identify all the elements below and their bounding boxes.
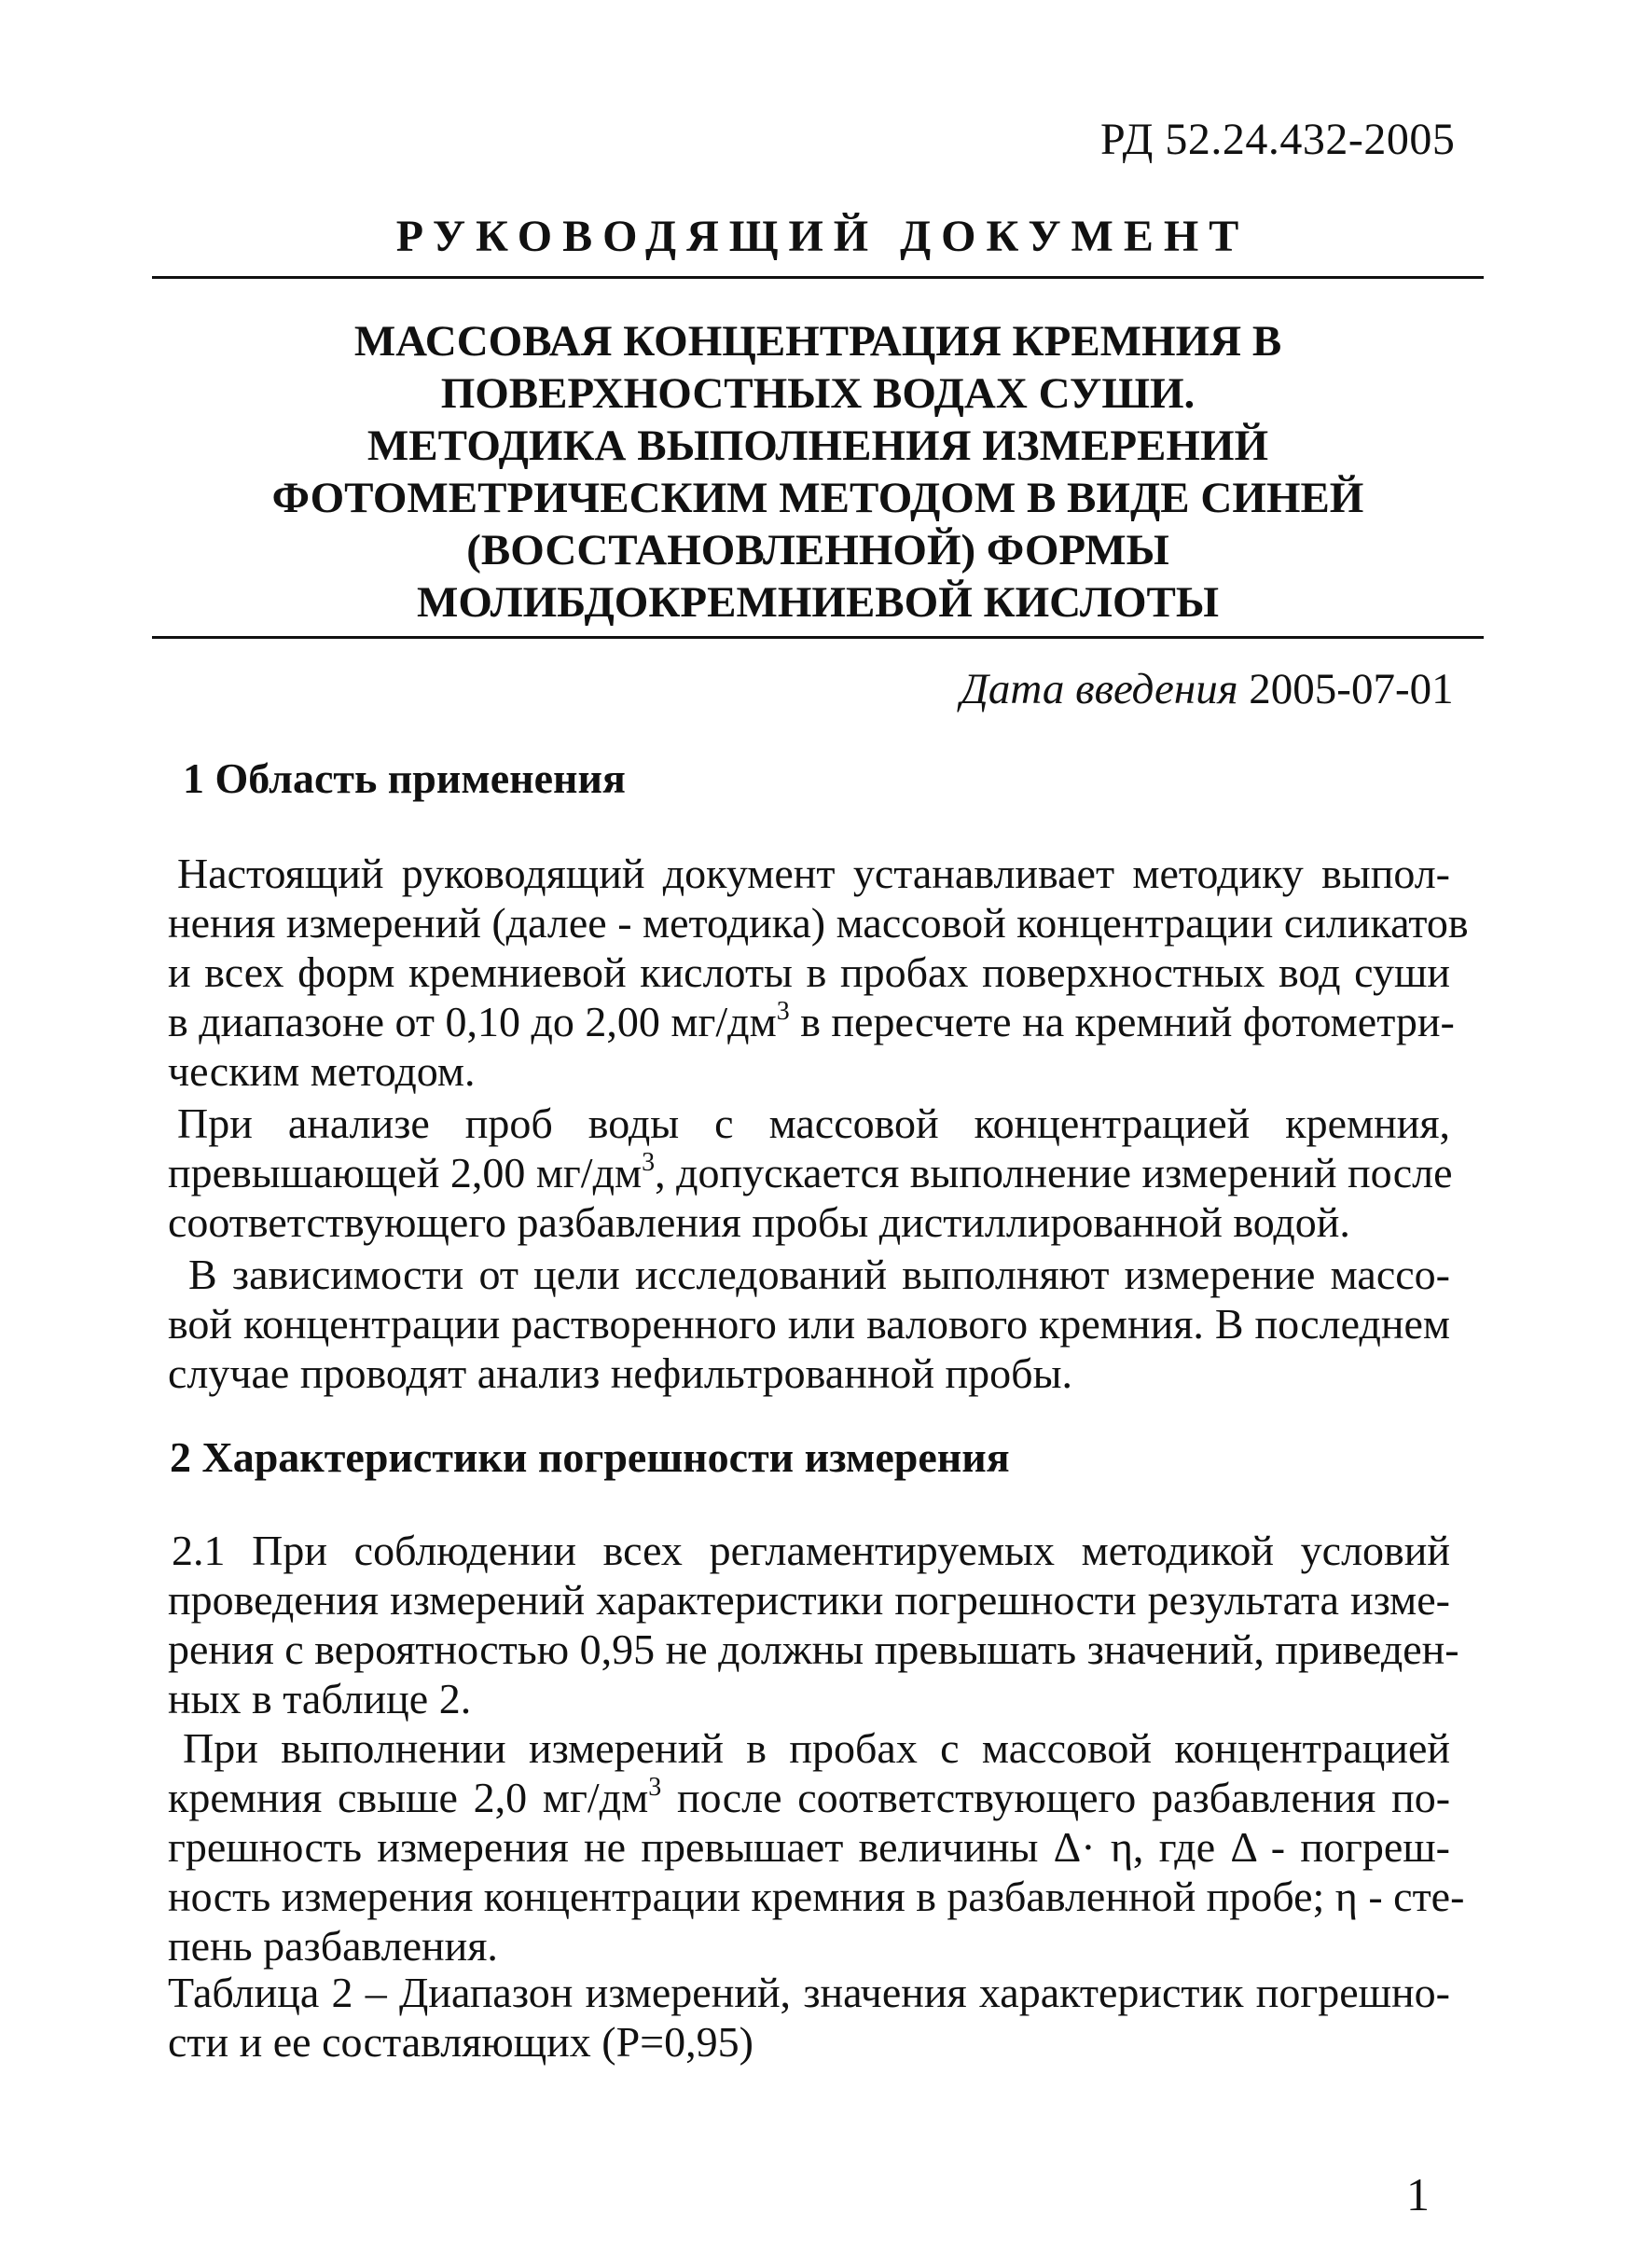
title-line: МОЛИБДОКРЕМНИЕВОЙ КИСЛОТЫ: [417, 578, 1219, 627]
page-number: 1: [1406, 2168, 1430, 2220]
section-2-paragraph-2: [168, 1723, 1465, 1971]
text-line: случае проводят анализ нефильтрованной пробы.: [168, 1349, 1072, 1397]
text-line: соответствующего разбавления пробы дистиллированной водой.: [168, 1198, 1350, 1246]
title-line: (ВОССТАНОВЛЕННОЙ) ФОРМЫ: [466, 526, 1169, 574]
text-line: Таблица 2 – Диапазон измерений, значения характеристик погрешно-: [168, 1969, 1450, 2016]
text-line: превышающей 2,00 $мг/дм^3$, допускается выполнение измерений после: [168, 1148, 1453, 1196]
text-line: ных в таблице 2.: [168, 1675, 472, 1722]
text-line: При выполнении измерений в пробах с массовой концентрацией: [183, 1724, 1450, 1772]
section-2-heading: 2 Характеристики погрешности измерения: [170, 1433, 1010, 1481]
text-line: Настоящий руководящий документ устанавливает методику выпол-: [177, 850, 1450, 897]
document-type-heading: РУКОВОДЯЩИЙ ДОКУМЕНТ: [395, 212, 1250, 261]
text-line: и всех форм кремниевой кислоты в пробах поверхностных вод суши: [168, 948, 1450, 996]
title-line: ФОТОМЕТРИЧЕСКИМ МЕТОДОМ В ВИДЕ СИНЕЙ: [271, 474, 1364, 522]
title-divider: [152, 636, 1484, 639]
text-line: При анализе проб воды с массовой концентрацией кремния,: [177, 1099, 1450, 1147]
text-line: сти и ее составляющих (Р=0,95): [168, 2018, 753, 2066]
table-2-caption: [168, 1968, 1450, 2067]
section-1-paragraph-3: [168, 1250, 1450, 1398]
text-line: рения с вероятностью 0,95 не должны превышать значений, приведен-: [168, 1625, 1459, 1673]
document-code: РД 52.24.432-2005: [1100, 115, 1456, 164]
text-line: нения измерений (далее - методика) массовой концентрации силикатов: [168, 899, 1469, 947]
date-value: 2005-07-01: [1249, 665, 1454, 713]
section-1-paragraph-1: [168, 849, 1469, 1096]
top-divider: [152, 276, 1484, 279]
section-2-paragraph-1: [168, 1526, 1459, 1723]
text-line: кремния свыше 2,0 $мг/дм^3$ после соответствующего разбавления по-: [168, 1773, 1451, 1821]
section-1-heading: 1 Область применения: [183, 754, 626, 802]
text-line: в диапазоне от 0,10 до 2,00 $мг/дм^3$ в пересчете на кремний фотометри-: [168, 997, 1455, 1045]
text-line: вой концентрации растворенного или валового кремния. В последнем: [168, 1300, 1450, 1348]
title-line: ПОВЕРХНОСТНЫХ ВОДАХ СУШИ.: [440, 369, 1196, 418]
text-line: пень разбавления.: [168, 1922, 498, 1970]
title-line: МЕТОДИКА ВЫПОЛНЕНИЯ ИЗМЕРЕНИЙ: [366, 422, 1269, 470]
text-line: ность измерения концентрации кремния в разбавленной пробе; η - сте-: [168, 1873, 1465, 1920]
text-line: ческим методом.: [168, 1047, 476, 1095]
text-line: В зависимости от цели исследований выполняют измерение массо-: [188, 1251, 1450, 1298]
introduction-date: [961, 664, 1454, 714]
text-line: проведения измерений характеристики погрешности результата изме-: [168, 1576, 1450, 1624]
section-1-paragraph-2: [168, 1099, 1453, 1247]
title-line: МАССОВАЯ КОНЦЕНТРАЦИЯ КРЕМНИЯ В: [353, 317, 1282, 366]
date-label: Дата введения: [961, 665, 1238, 713]
text-line: грешность измерения не превышает величины Δ· η, где Δ - погреш-: [168, 1823, 1450, 1871]
text-line: 2.1 При соблюдении всех регламентируемых методикой условий: [172, 1527, 1450, 1574]
document-title: [152, 315, 1484, 629]
